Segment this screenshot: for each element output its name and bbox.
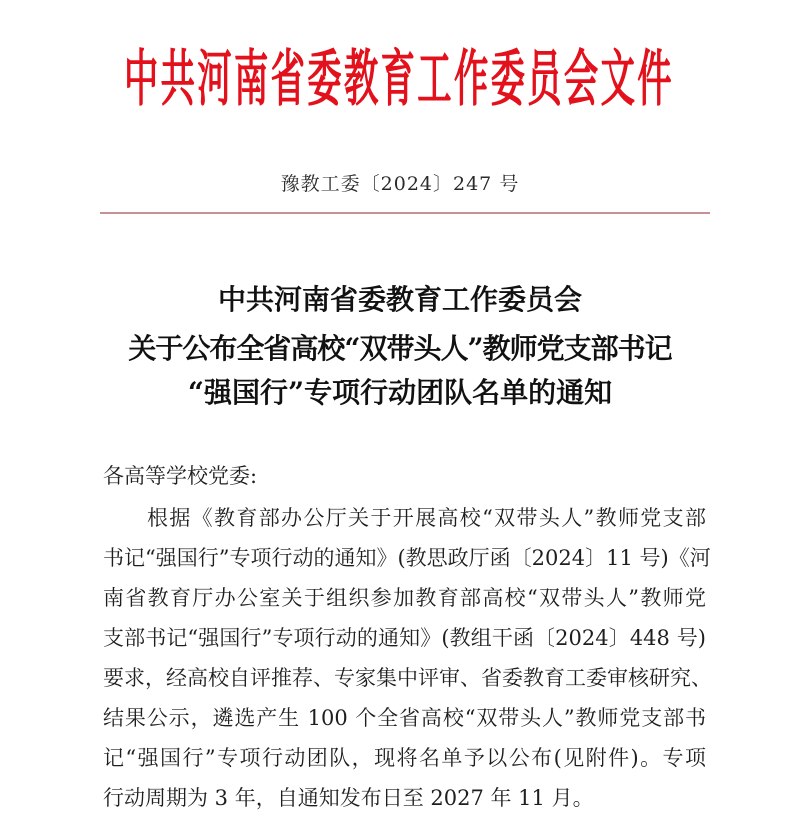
body-line: 结果公示，遴选产生 100 个全省高校“双带头人”教师党支部书 — [103, 706, 706, 730]
red-letterhead — [124, 44, 676, 116]
red-divider-line — [100, 212, 710, 214]
body-line: 要求，经高校自评推荐、专家集中评审、省委教育工委审核研究、 — [103, 666, 712, 690]
document-number: 豫教工委〔2024〕247 号 — [280, 173, 520, 195]
body-line: 支部书记“强国行”专项行动的通知》(教组干函〔2024〕448 号) — [103, 626, 706, 650]
notice-title-line-1: 中共河南省委教育工作委员会 — [217, 283, 582, 316]
body-line-last: 行动周期为 3 年，自通知发布日至 2027 年 11 月。 — [103, 786, 594, 810]
salutation: 各高等学校党委: — [103, 464, 258, 488]
body-line: 书记“强国行”专项行动的通知》(教思政厅函〔2024〕11 号)《河 — [103, 546, 711, 570]
body-line: 根据《教育部办公厅关于开展高校“双带头人”教师党支部 — [147, 506, 706, 530]
notice-title-line-3: “强国行”专项行动团队名单的通知 — [187, 376, 613, 409]
notice-title-line-2: 关于公布全省高校“双带头人”教师党支部书记 — [128, 332, 672, 365]
letterhead-title: 中共河南省委教育工作委员会文件 — [124, 44, 674, 115]
body-line: 南省教育厅办公室关于组织参加教育部高校“双带头人”教师党 — [103, 586, 706, 610]
body-line: 记“强国行”专项行动团队，现将名单予以公布(见附件)。专项 — [103, 746, 706, 770]
